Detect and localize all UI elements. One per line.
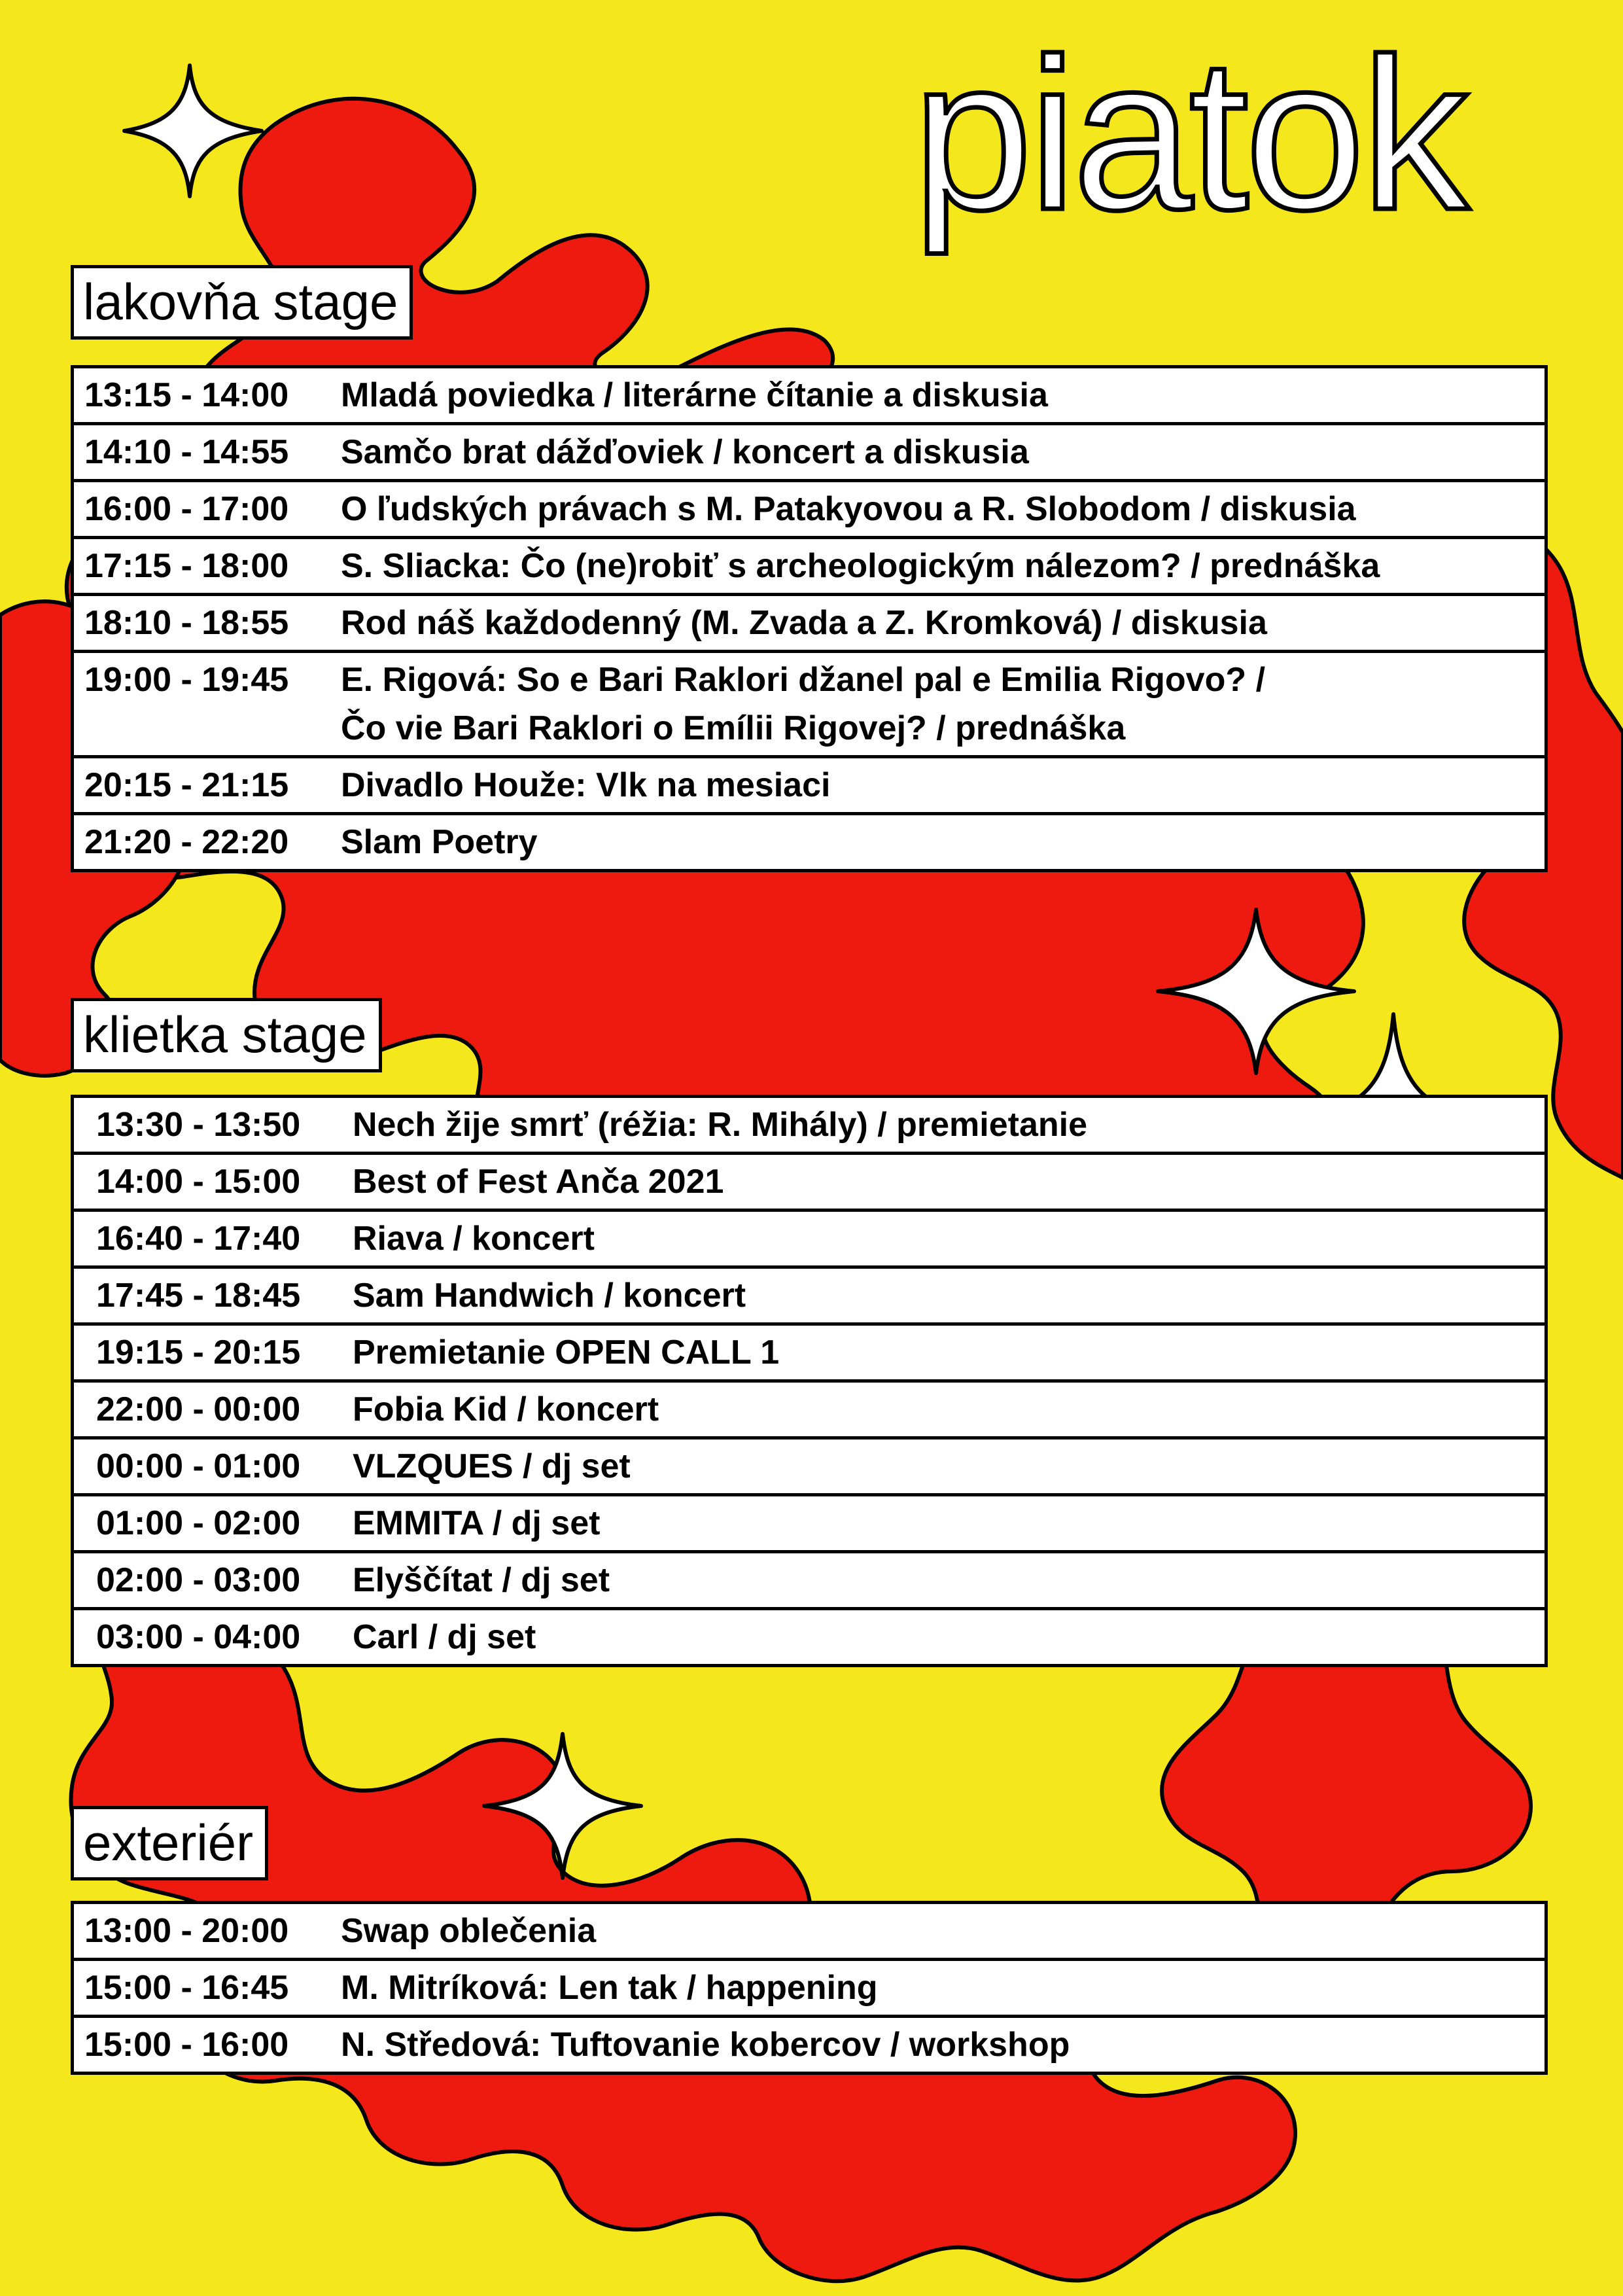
event-time: 17:15 - 18:00 (84, 547, 289, 585)
event-time: 19:00 - 19:45 (84, 661, 289, 699)
stage-label-lakovna: lakovňa stage (71, 265, 413, 340)
event-title: S. Sliacka: Čo (ne)robiť s archeologickým nálezom? / prednáška (341, 547, 1380, 585)
event-title-line1: E. Rigová: So e Bari Raklori džanel pal e Emilia Rigovo? / (341, 661, 1266, 699)
event-time: 16:00 - 17:00 (84, 490, 289, 528)
table-row (71, 1152, 1548, 1212)
stage-label-klietka: klietka stage (71, 998, 382, 1072)
schedule-klietka (71, 1095, 1548, 1667)
table-row (71, 593, 1548, 653)
event-title: EMMITA / dj set (353, 1504, 601, 1542)
event-time: 15:00 - 16:00 (84, 2026, 289, 2064)
event-time: 20:15 - 21:15 (84, 766, 289, 804)
event-time: 22:00 - 00:00 (96, 1390, 301, 1428)
event-title: N. Středová: Tuftovanie kobercov / workshop (341, 2026, 1070, 2064)
table-row (71, 812, 1548, 872)
event-title: Carl / dj set (353, 1618, 536, 1656)
table-row (71, 650, 1548, 758)
event-time: 13:00 - 20:00 (84, 1912, 289, 1950)
table-row (71, 1901, 1548, 1961)
table-row (71, 1095, 1548, 1155)
event-title-line2: Čo vie Bari Raklori o Emílii Rigovej? / prednáška (341, 709, 1126, 747)
table-row (71, 479, 1548, 539)
event-time: 15:00 - 16:45 (84, 1969, 289, 2007)
event-time: 01:00 - 02:00 (96, 1504, 301, 1542)
event-time: 13:30 - 13:50 (96, 1106, 301, 1144)
table-row (71, 1322, 1548, 1383)
event-title: Samčo brat dážďoviek / koncert a diskusia (341, 433, 1029, 471)
table-row (71, 1550, 1548, 1610)
table-row (71, 1493, 1548, 1553)
schedule-exterier (71, 1901, 1548, 2075)
event-title: O ľudských právach s M. Patakyovou a R. Slobodom / diskusia (341, 490, 1356, 528)
table-row (71, 536, 1548, 596)
event-time: 18:10 - 18:55 (84, 604, 289, 642)
table-row (71, 1265, 1548, 1326)
event-time: 00:00 - 01:00 (96, 1447, 301, 1485)
event-time: 02:00 - 03:00 (96, 1561, 301, 1599)
event-title: Sam Handwich / koncert (353, 1277, 746, 1315)
table-row (71, 1607, 1548, 1667)
event-title: Nech žije smrť (réžia: R. Mihály) / premietanie (353, 1106, 1088, 1144)
table-row (71, 1436, 1548, 1496)
event-title: Divadlo Houže: Vlk na mesiaci (341, 766, 831, 804)
table-row (71, 1958, 1548, 2018)
event-time: 03:00 - 04:00 (96, 1618, 301, 1656)
event-title: Riava / koncert (353, 1220, 595, 1258)
event-title: Premietanie OPEN CALL 1 (353, 1333, 780, 1371)
event-title: Rod náš každodenný (M. Zvada a Z. Kromková) / diskusia (341, 604, 1267, 642)
event-time: 21:20 - 22:20 (84, 823, 289, 861)
stage-label-exterier: exteriér (71, 1806, 268, 1881)
event-time: 16:40 - 17:40 (96, 1220, 301, 1258)
table-row (71, 755, 1548, 815)
event-time: 17:45 - 18:45 (96, 1277, 301, 1315)
table-row (71, 1379, 1548, 1439)
event-title (341, 656, 1265, 752)
table-row (71, 2015, 1548, 2075)
event-time: 13:15 - 14:00 (84, 376, 289, 414)
event-title: Slam Poetry (341, 823, 538, 861)
event-title: M. Mitríková: Len tak / happening (341, 1969, 878, 2007)
event-title: Elyščítat / dj set (353, 1561, 610, 1599)
table-row (71, 422, 1548, 482)
event-title: Swap oblečenia (341, 1912, 597, 1950)
schedule-lakovna (71, 365, 1548, 872)
table-row (71, 365, 1548, 425)
event-title: Fobia Kid / koncert (353, 1390, 659, 1428)
table-row (71, 1209, 1548, 1269)
event-time: 14:10 - 14:55 (84, 433, 289, 471)
page-title: piatok (913, 13, 1465, 255)
event-time: 19:15 - 20:15 (96, 1333, 301, 1371)
event-title: Mladá poviedka / literárne čítanie a diskusia (341, 376, 1048, 414)
event-title: VLZQUES / dj set (353, 1447, 631, 1485)
event-time: 14:00 - 15:00 (96, 1163, 301, 1201)
event-title: Best of Fest Anča 2021 (353, 1163, 724, 1201)
